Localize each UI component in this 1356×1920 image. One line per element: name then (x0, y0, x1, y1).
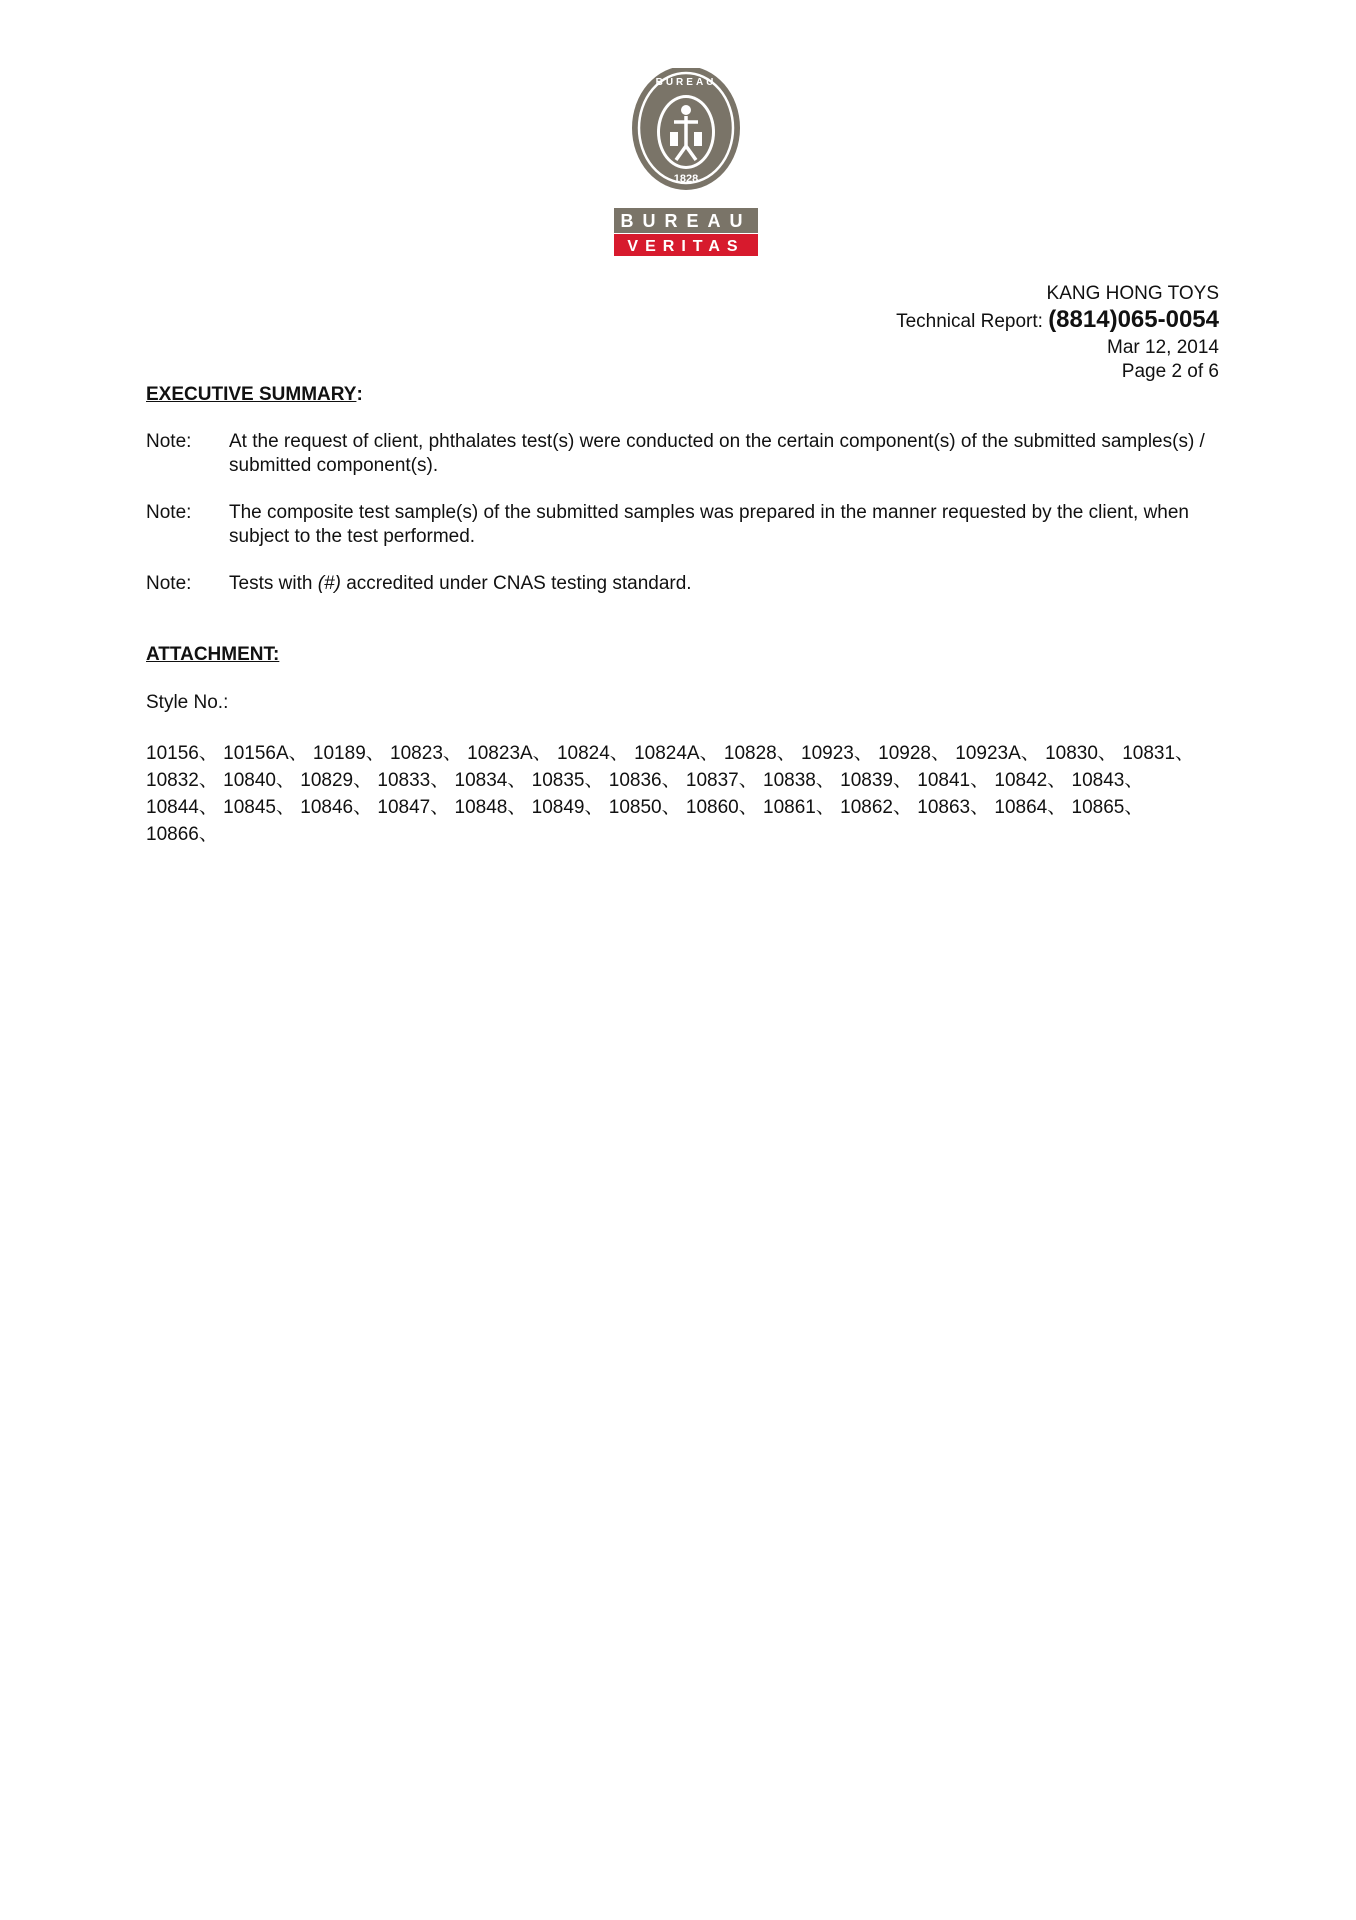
note-text (229, 572, 1226, 596)
note-item (146, 430, 1226, 478)
svg-text:BUREAU: BUREAU (655, 77, 717, 88)
style-number: 10862、 (840, 797, 912, 818)
style-number: 10156、 (146, 743, 218, 764)
style-number: 10923A、 (955, 743, 1040, 764)
note-item (146, 501, 1226, 549)
note-label: Note: (146, 502, 192, 523)
note-accreditation-mark: (#) (317, 573, 341, 594)
style-number: 10838、 (763, 770, 835, 791)
report-date: Mar 12, 2014 (1107, 337, 1219, 358)
executive-summary-colon: : (356, 384, 363, 405)
note-label: Note: (146, 431, 192, 452)
style-number: 10837、 (685, 770, 758, 791)
style-number: 10189、 (312, 743, 385, 764)
report-label: Technical Report: (896, 311, 1049, 332)
page-indicator: Page 2 of 6 (1121, 361, 1219, 382)
bureau-veritas-logo (606, 68, 766, 262)
style-number: 10833、 (377, 770, 450, 791)
logo-word-veritas: VERITAS (627, 238, 745, 255)
executive-summary-heading (146, 384, 363, 406)
style-number: 10849、 (531, 797, 604, 818)
attachment-heading: ATTACHMENT: (146, 644, 280, 665)
logo-year: 1828 (673, 173, 699, 185)
note-text: At the request of client, phthalates test(s) were conducted on the certain component(s) of the submitted samples(s) / submitted component(s). (229, 431, 1205, 476)
style-number: 10928、 (878, 743, 950, 764)
company-name: KANG HONG TOYS (1046, 283, 1219, 304)
style-number: 10835、 (531, 770, 604, 791)
note-item (146, 572, 1226, 596)
style-number: 10860、 (685, 797, 758, 818)
report-header (896, 282, 1219, 384)
style-number: 10843、 (1071, 770, 1144, 791)
style-number: 10840、 (223, 770, 295, 791)
style-number: 10823A、 (467, 743, 552, 764)
note-label: Note: (146, 573, 192, 594)
style-number: 10842、 (994, 770, 1067, 791)
style-number: 10824、 (556, 743, 629, 764)
style-number: 10850、 (608, 797, 681, 818)
style-number: 10824A、 (634, 743, 719, 764)
note-text: The composite test sample(s) of the submitted samples was prepared in the manner requested by the client, when subject to the test performed. (229, 502, 1189, 547)
report-line (896, 306, 1219, 336)
style-number: 10830、 (1045, 743, 1117, 764)
style-number: 10834、 (454, 770, 527, 791)
style-number: 10861、 (763, 797, 835, 818)
style-number-list (146, 740, 1216, 848)
style-number: 10845、 (223, 797, 295, 818)
style-number: 10846、 (300, 797, 373, 818)
style-number: 10839、 (840, 770, 912, 791)
note-text-before: Tests with (229, 573, 318, 594)
style-number: 10848、 (454, 797, 527, 818)
style-number: 10831、 (1122, 743, 1195, 764)
style-number: 10844、 (146, 797, 218, 818)
style-number: 10832、 (146, 770, 218, 791)
style-number: 10828、 (723, 743, 796, 764)
logo-word-bureau: BUREAU (620, 211, 752, 231)
style-number: 10863、 (917, 797, 990, 818)
style-number: 10841、 (917, 770, 990, 791)
style-number: 10923、 (801, 743, 873, 764)
style-number: 10847、 (377, 797, 450, 818)
style-number: 10865、 (1071, 797, 1144, 818)
style-number: 10823、 (390, 743, 462, 764)
style-number: 10836、 (608, 770, 681, 791)
style-number: 10829、 (300, 770, 373, 791)
style-number: 10864、 (994, 797, 1067, 818)
report-number: (8814)065-0054 (1048, 306, 1219, 333)
executive-summary-title: EXECUTIVE SUMMARY (146, 384, 357, 405)
style-no-label: Style No.: (146, 692, 229, 713)
style-number: 10156A、 (223, 743, 308, 764)
style-number: 10866、 (146, 824, 218, 845)
notes-list (146, 430, 1226, 619)
note-text-after: accredited under CNAS testing standard. (340, 573, 692, 594)
